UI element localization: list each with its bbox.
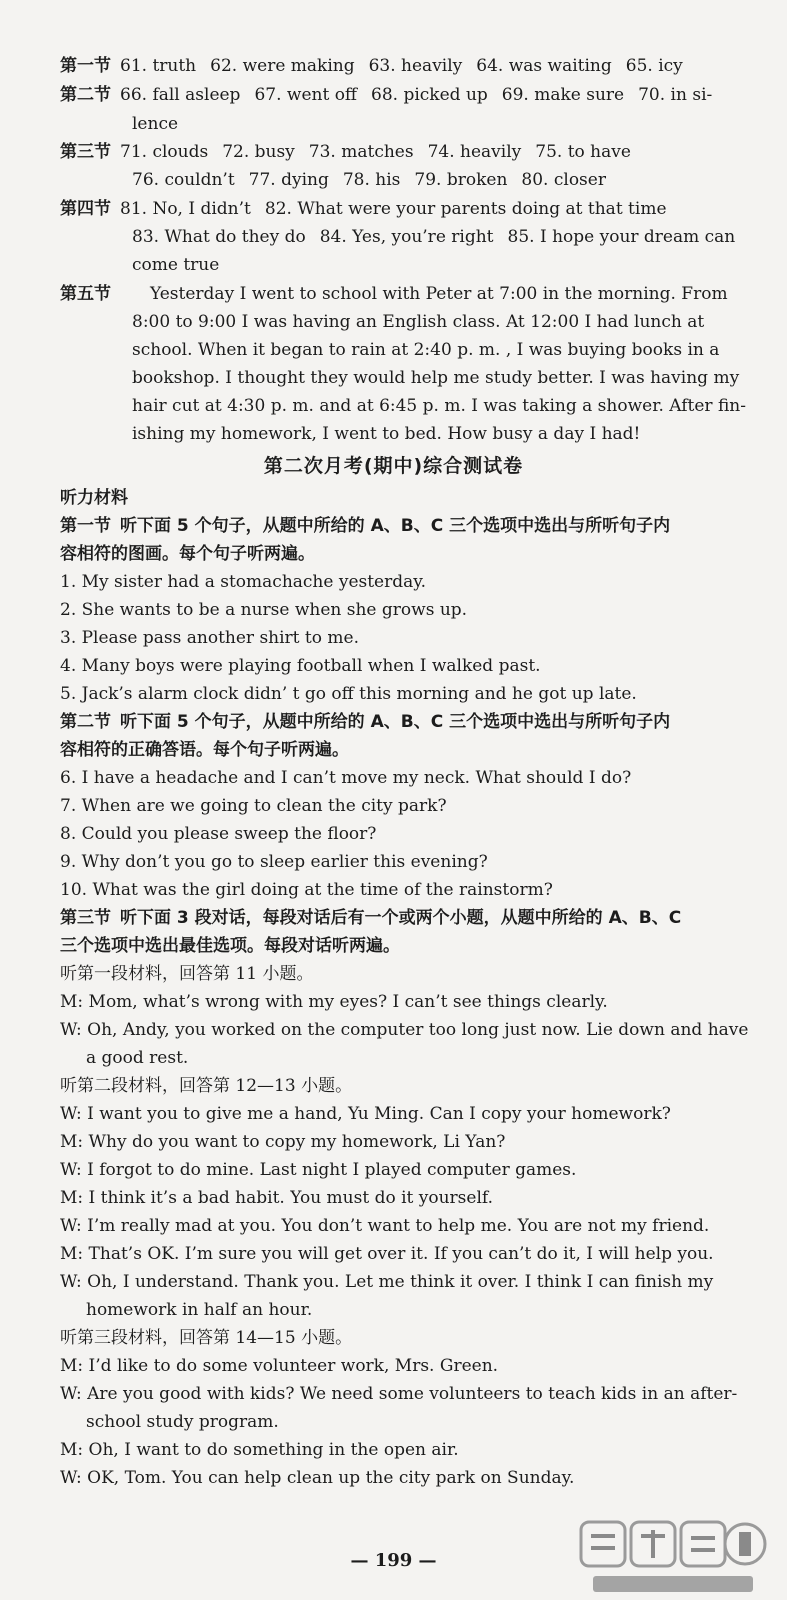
answer-item: 76. couldn’t: [132, 170, 235, 190]
answer-item: 66. fall asleep: [120, 85, 241, 105]
answer-item: 85. I hope your dream can: [507, 227, 736, 247]
dialogue-line: M: I think it’s a bad habit. You must do it yourself.: [60, 1188, 493, 1208]
answer-item: 74. heavily: [427, 142, 522, 162]
answer-item: 73. matches: [308, 142, 414, 162]
answers-section-4-row2: [132, 223, 757, 251]
dialogue-line: W: Are you good with kids? We need some volunteers to teach kids in an after-: [60, 1384, 738, 1404]
answers-section-4: [60, 195, 757, 223]
answers-section-2-continued: lence: [132, 114, 179, 134]
answers-section-3-row2: [132, 166, 757, 194]
answer-item: 81. No, I didn’t: [120, 199, 251, 219]
answer-item: 69. make sure: [501, 85, 625, 105]
section-label: 第二节: [60, 712, 111, 732]
dialogue-intro: 听第二段材料，回答第 12—13 小题。: [60, 1076, 353, 1096]
answer-item: 63. heavily: [368, 56, 463, 76]
answer-item: 77. dying: [248, 170, 329, 190]
dialogue-line: W: I’m really mad at you. You don’t want to help me. You are not my friend.: [60, 1216, 710, 1236]
listening-item: 9. Why don’t you go to sleep earlier this evening?: [60, 852, 488, 872]
dialogue-line: school study program.: [86, 1412, 279, 1432]
listening-item: 4. Many boys were playing football when I walked past.: [60, 656, 541, 676]
dialogue-line: a good rest.: [86, 1048, 189, 1068]
answer-item: 65. icy: [625, 56, 683, 76]
dialogue-line: M: Why do you want to copy my homework, Li Yan?: [60, 1132, 506, 1152]
instruction-text: 容相符的正确答语。每个句子听两遍。: [60, 740, 349, 760]
section-label: 第三节: [60, 908, 111, 928]
section-label: 第五节: [60, 284, 111, 304]
page-number: — 199 —: [350, 1550, 437, 1571]
dialogue-line: M: I’d like to do some volunteer work, Mrs. Green.: [60, 1356, 499, 1376]
watermark-logo-icon: [573, 1516, 773, 1600]
answer-item: 83. What do they do: [132, 227, 306, 247]
instruction-text: 三个选项中选出最佳选项。每段对话听两遍。: [60, 936, 400, 956]
listening-item: 5. Jack’s alarm clock didn’ t go off this morning and he got up late.: [60, 684, 637, 704]
answer-item: 70. in si-: [638, 85, 713, 105]
dialogue-line: W: Oh, I understand. Thank you. Let me think it over. I think I can finish my: [60, 1272, 714, 1292]
listening-item: 1. My sister had a stomachache yesterday.: [60, 572, 427, 592]
listening-item: 7. When are we going to clean the city park?: [60, 796, 447, 816]
essay-line: bookshop. I thought they would help me study better. I was having my: [132, 368, 740, 388]
section-label: 第三节: [60, 142, 111, 162]
answer-item: 79. broken: [414, 170, 508, 190]
listening-item: 8. Could you please sweep the floor?: [60, 824, 377, 844]
listening-section-1-instr: [60, 512, 757, 540]
answer-item: 62. were making: [210, 56, 355, 76]
dialogue-line: M: Mom, what’s wrong with my eyes? I can’t see things clearly.: [60, 992, 608, 1012]
listening-item: 10. What was the girl doing at the time of the rainstorm?: [60, 880, 553, 900]
essay-line: 8:00 to 9:00 I was having an English class. At 12:00 I had lunch at: [132, 312, 705, 332]
essay-line: Yesterday I went to school with Peter at 7:00 in the morning. From: [150, 284, 728, 304]
instruction-text: 听下面 5 个句子，从题中所给的 A、B、C 三个选项中选出与所听句子内: [120, 712, 671, 732]
instruction-text: 听下面 3 段对话，每段对话后有一个或两个小题，从题中所给的 A、B、C: [120, 908, 682, 928]
answers-section-3: [60, 138, 757, 166]
answer-item: 61. truth: [120, 56, 197, 76]
dialogue-line: W: OK, Tom. You can help clean up the city park on Sunday.: [60, 1468, 575, 1488]
answer-item: 78. his: [342, 170, 401, 190]
dialogue-line: W: I want you to give me a hand, Yu Ming. Can I copy your homework?: [60, 1104, 671, 1124]
listening-section-3-instr: [60, 904, 757, 932]
listening-item: 3. Please pass another shirt to me.: [60, 628, 359, 648]
exam-title: 第二次月考(期中)综合测试卷: [263, 455, 524, 477]
dialogue-line: W: Oh, Andy, you worked on the computer too long just now. Lie down and have: [60, 1020, 749, 1040]
essay-line: hair cut at 4:30 p. m. and at 6:45 p. m. I was taking a shower. After fin-: [132, 396, 746, 416]
answer-item: 64. was waiting: [476, 56, 612, 76]
dialogue-line: M: Oh, I want to do something in the open air.: [60, 1440, 459, 1460]
instruction-text: 听下面 5 个句子，从题中所给的 A、B、C 三个选项中选出与所听句子内: [120, 516, 671, 536]
instruction-text: 容相符的图画。每个句子听两遍。: [60, 544, 315, 564]
section-label: 第四节: [60, 199, 111, 219]
essay-line: ishing my homework, I went to bed. How busy a day I had!: [132, 424, 641, 444]
listening-item: 2. She wants to be a nurse when she grows up.: [60, 600, 468, 620]
dialogue-line: M: That’s OK. I’m sure you will get over it. If you can’t do it, I will help you.: [60, 1244, 714, 1264]
section-label: 第一节: [60, 516, 111, 536]
answers-section-2: [60, 81, 757, 109]
dialogue-line: W: I forgot to do mine. Last night I played computer games.: [60, 1160, 577, 1180]
answer-item: 68. picked up: [371, 85, 488, 105]
dialogue-intro: 听第一段材料，回答第 11 小题。: [60, 964, 314, 984]
dialogue-line: homework in half an hour.: [86, 1300, 313, 1320]
answer-item: 71. clouds: [120, 142, 209, 162]
listening-heading: 听力材料: [60, 488, 128, 508]
listening-item: 6. I have a headache and I can’t move my neck. What should I do?: [60, 768, 632, 788]
answer-item: 80. closer: [521, 170, 606, 190]
section-label: 第二节: [60, 85, 111, 105]
answer-item: 84. Yes, you’re right: [319, 227, 494, 247]
dialogue-intro: 听第三段材料，回答第 14—15 小题。: [60, 1328, 353, 1348]
section-label: 第一节: [60, 56, 111, 76]
listening-section-2-instr: [60, 708, 757, 736]
answers-section-4-continued: come true: [132, 255, 220, 275]
answer-item: 82. What were your parents doing at that time: [264, 199, 667, 219]
answer-item: 72. busy: [222, 142, 295, 162]
answers-section-5: [60, 280, 757, 308]
answers-section-1: [60, 52, 757, 80]
answer-item: 75. to have: [535, 142, 631, 162]
answer-item: 67. went off: [254, 85, 358, 105]
essay-line: school. When it began to rain at 2:40 p. m. , I was buying books in a: [132, 340, 720, 360]
